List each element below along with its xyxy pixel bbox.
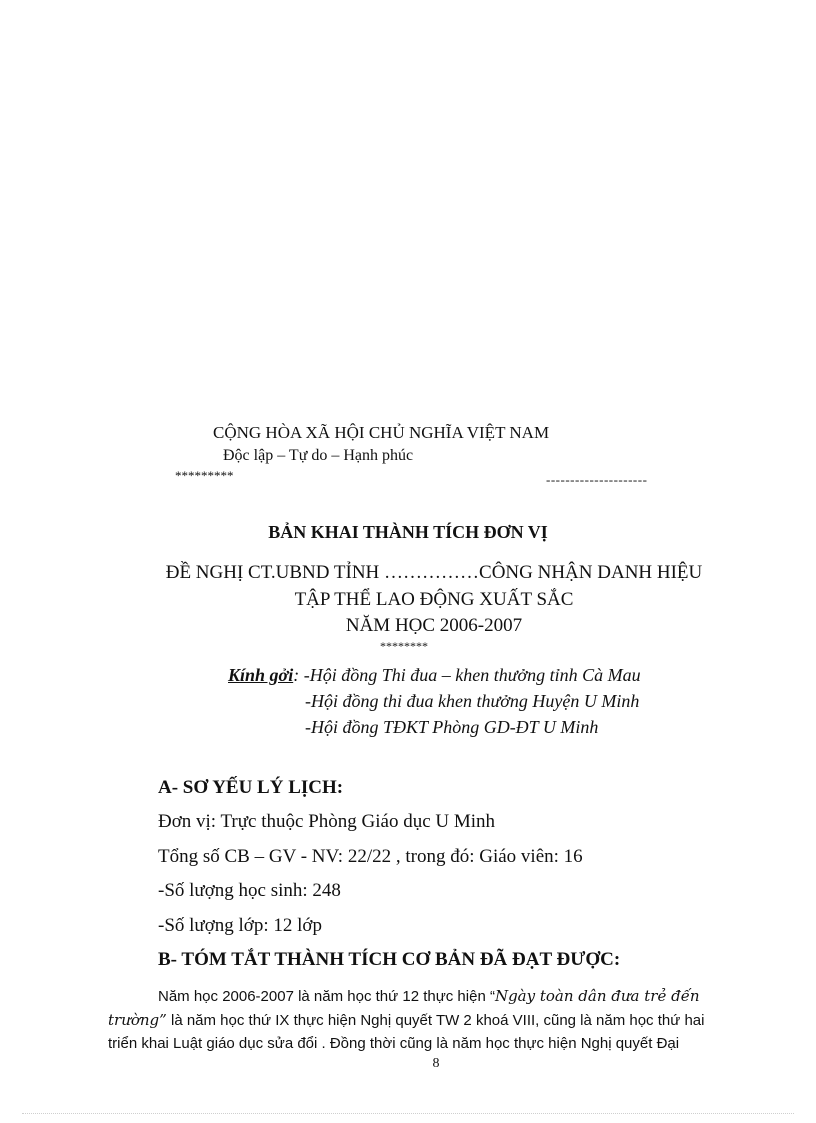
staff-info: Tổng số CB – GV - NV: 22/22 , trong đó: Giáo viên: 16 — [158, 846, 583, 867]
motto: Độc lập – Tự do – Hạnh phúc — [223, 447, 414, 464]
recipient-colon: : — [293, 665, 304, 685]
paragraph-line-1 — [158, 987, 700, 1005]
page-number: 8 — [432, 1056, 440, 1071]
paragraph-text: Năm học 2006-2007 là năm học thứ 12 thực hiện “ — [158, 988, 495, 1005]
paragraph-text: là năm học thứ IX thực hiện Nghị quyết TW 2 khoá VIII, cũng là năm học thứ hai — [166, 1012, 705, 1029]
subtitle-line-3: NĂM HỌC 2006-2007 — [345, 615, 523, 636]
page-break-line — [22, 1113, 794, 1114]
recipient-line-2: -Hội đồng thi đua khen thưởng Huyện U Minh — [305, 691, 640, 711]
recipient-line-1 — [228, 665, 641, 686]
student-count: -Số lượng học sinh: 248 — [158, 880, 341, 901]
subtitle-line-2: TẬP THỂ LAO ĐỘNG XUẤT SẮC — [294, 589, 574, 610]
paragraph-italic: Ngày toàn dân đưa trẻ đến — [494, 987, 700, 1005]
subtitle-line-1: ĐỀ NGHỊ CT.UBND TỈNH ……………CÔNG NHẬN DANH HIỆU — [165, 562, 703, 583]
recipient-item: -Hội đồng Thi đua – khen thưởng tỉnh Cà Mau — [303, 665, 641, 685]
right-dash-divider: --------------------- — [546, 472, 648, 487]
section-b-heading: B- TÓM TẮT THÀNH TÍCH CƠ BẢN ĐÃ ĐẠT ĐƯỢC: — [158, 949, 621, 970]
paragraph-italic: trường” — [108, 1011, 167, 1029]
document-title: BẢN KHAI THÀNH TÍCH ĐƠN VỊ — [268, 522, 548, 542]
nation-heading: CỘNG HÒA XÃ HỘI CHỦ NGHĨA VIỆT NAM — [213, 423, 550, 442]
unit-info: Đơn vị: Trực thuộc Phòng Giáo dục U Minh — [158, 811, 496, 832]
center-stars-divider: ******** — [380, 639, 428, 653]
paragraph-line-3: triển khai Luật giáo dục sửa đổi . Đồng thời cũng là năm học thực hiện Nghị quyết Đại — [108, 1035, 680, 1052]
section-a-heading: A- SƠ YẾU LÝ LỊCH: — [158, 777, 344, 798]
left-stars-divider: ********* — [175, 468, 234, 483]
class-count: -Số lượng lớp: 12 lớp — [158, 915, 322, 936]
paragraph-line-2 — [108, 1011, 704, 1029]
recipient-line-3: -Hội đồng TĐKT Phòng GD-ĐT U Minh — [305, 717, 599, 737]
recipient-label: Kính gởi — [228, 665, 294, 685]
